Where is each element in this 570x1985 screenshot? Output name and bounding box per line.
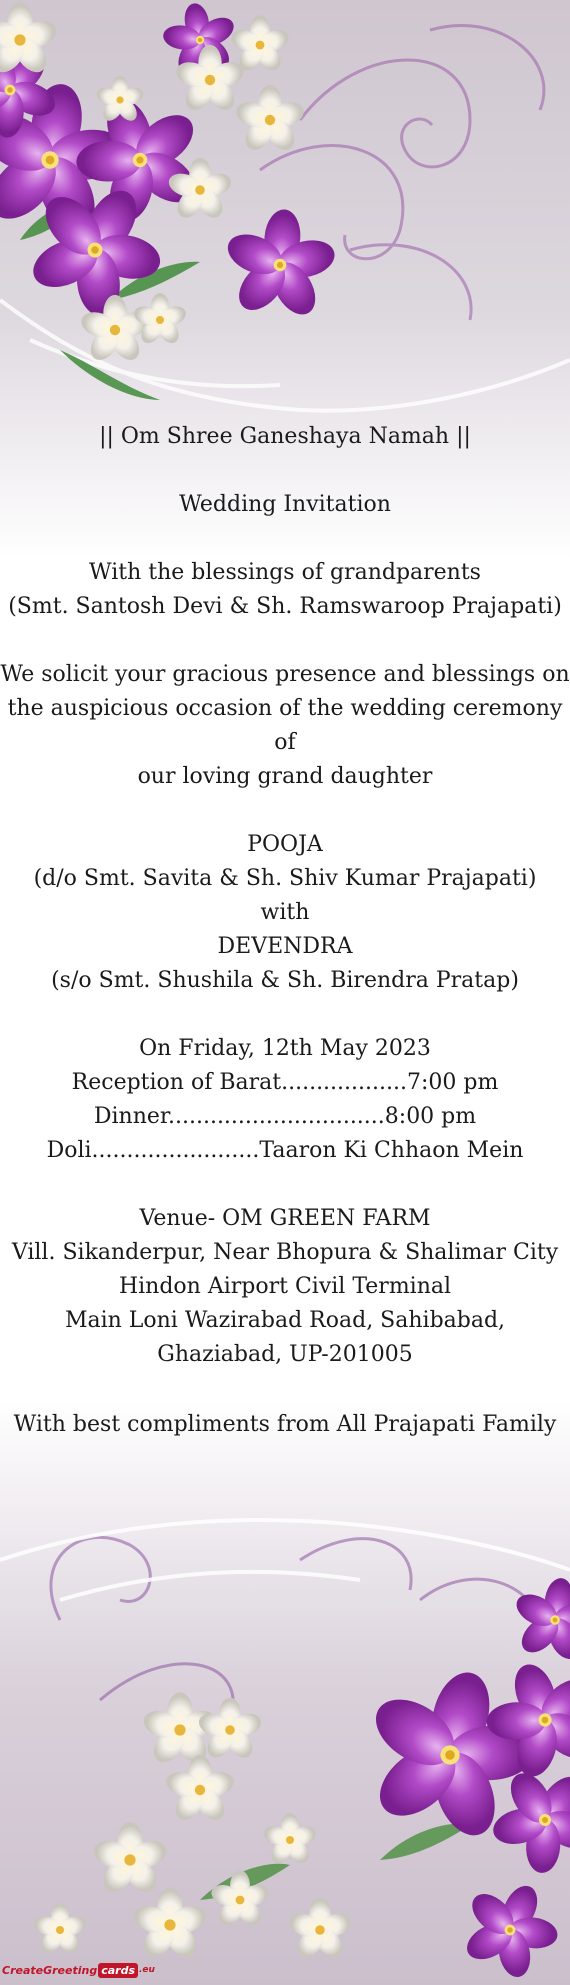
with-text: with [260,900,310,925]
bride-name: POOJA [247,832,323,857]
reception-time: Reception of Barat..................7:00 pm [71,1070,499,1095]
solicit-line-2: the auspicious occasion of the wedding ceremony of [7,696,563,755]
blessings-line-2: (Smt. Santosh Devi & Sh. Ramswaroop Prajapati) [8,594,562,619]
dinner-time: Dinner...............................8:00 pm [93,1104,477,1129]
address-line-4: Ghaziabad, UP-201005 [157,1342,413,1367]
invitation-text [0,420,570,1442]
venue-name: Venue- OM GREEN FARM [139,1206,431,1231]
invitation-title: Wedding Invitation [179,492,391,517]
address-line-1: Vill. Sikanderpur, Near Bhopura & Shalimar City [11,1240,559,1265]
logo-text-3: .eu [139,1965,155,1975]
blessings-line-1: With the blessings of grandparents [89,560,481,585]
createGreetingcards-logo[interactable] [2,1957,155,1983]
logo-text-2: cards [98,1963,138,1978]
invocation: || Om Shree Ganeshaya Namah || [99,424,471,449]
groom-parents: (s/o Smt. Shushila & Sh. Birendra Pratap) [51,968,519,993]
groom-name: DEVENDRA [217,934,353,959]
event-date: On Friday, 12th May 2023 [139,1036,431,1061]
compliments: With best compliments from All Prajapati Family [13,1412,557,1437]
address-line-2: Hindon Airport Civil Terminal [118,1274,452,1299]
solicit-line-1: We solicit your gracious presence and blessings on [0,662,570,687]
doli-detail: Doli........................Taaron Ki Chhaon Mein [46,1138,524,1163]
logo-text-1: CreateGreeting [2,1963,98,1977]
address-line-3: Main Loni Wazirabad Road, Sahibabad, [64,1308,506,1333]
bride-parents: (d/o Smt. Savita & Sh. Shiv Kumar Prajapati) [33,866,537,891]
solicit-line-3: our loving grand daughter [137,764,433,789]
